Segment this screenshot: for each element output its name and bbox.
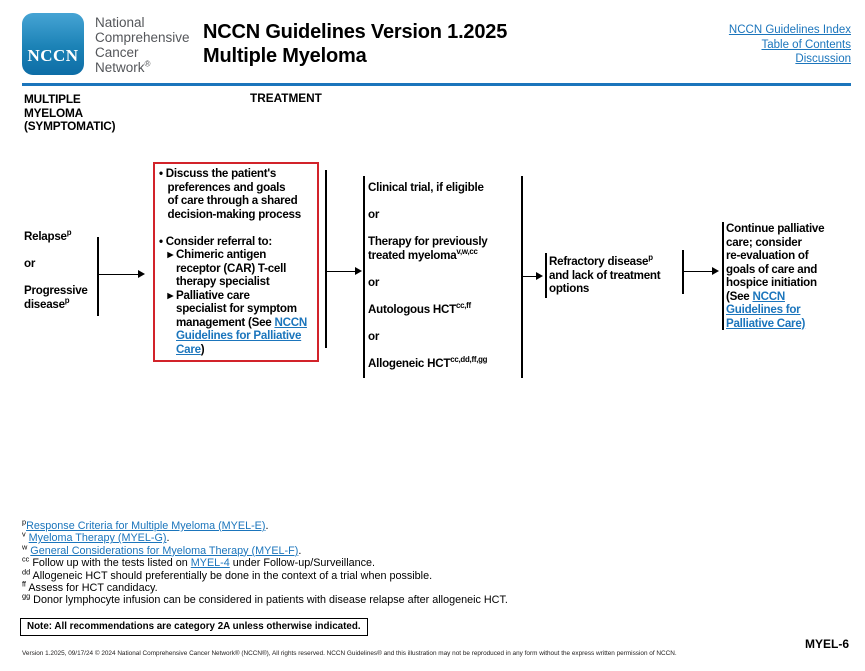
text-line — [726, 276, 824, 290]
arrow-shaft — [97, 274, 140, 276]
text-segment: ▸ Chimeric antigen — [167, 248, 267, 261]
inline-link[interactable]: Myeloma Therapy (MYEL-G) — [28, 532, 167, 545]
connector-vline — [363, 176, 365, 378]
text-line — [726, 290, 824, 304]
text-segment: Continue palliative — [726, 222, 825, 235]
text-segment: National — [95, 15, 145, 30]
text-line — [726, 236, 824, 250]
text-line — [368, 208, 488, 222]
footnote-marker: p — [648, 253, 653, 263]
text-segment: MYELOMA — [24, 105, 83, 120]
footnote-marker: p — [64, 295, 70, 305]
text-segment: or — [368, 208, 380, 221]
header-divider — [22, 83, 851, 86]
text-line — [95, 30, 190, 45]
footnote-marker: dd — [22, 567, 31, 577]
text-line — [159, 302, 315, 316]
text-segment: hospice initiation — [726, 276, 817, 289]
text-line — [368, 316, 488, 330]
text-segment: Allogeneic HCT — [368, 356, 451, 370]
inline-link[interactable]: NCCN — [752, 289, 785, 303]
header-nav — [729, 23, 851, 67]
inline-link[interactable]: Care — [176, 342, 201, 356]
footnote-marker: ff — [22, 579, 26, 589]
text-line — [24, 271, 88, 285]
inline-link[interactable]: Guidelines for Palliative — [176, 329, 302, 342]
text-segment: • Discuss the patient's — [159, 167, 277, 180]
text-segment: under Follow-up/Surveillance. — [229, 557, 376, 570]
page-id: MYEL-6 — [804, 637, 849, 651]
inline-link[interactable]: Guidelines for — [726, 303, 801, 316]
text-line — [368, 222, 488, 236]
text-line — [24, 120, 115, 134]
inline-link[interactable]: MYEL-4 — [190, 557, 230, 570]
arrow-head-icon — [712, 267, 719, 275]
text-segment: re-evaluation of — [726, 249, 809, 262]
text-line — [726, 303, 824, 317]
connector-vline — [545, 253, 547, 298]
text-segment: Progressive — [24, 284, 88, 297]
text-segment: ▸ Palliative care — [167, 288, 250, 302]
footnote-marker: p — [66, 228, 72, 238]
text-line — [368, 246, 488, 263]
text-line — [368, 276, 488, 290]
treatment-options-node — [368, 181, 488, 370]
arrow-shaft — [326, 271, 357, 273]
text-line — [726, 317, 824, 331]
text-line — [22, 567, 508, 582]
text-line — [22, 579, 508, 595]
relapse-node — [24, 230, 88, 311]
connector-vline — [325, 170, 327, 348]
text-line — [22, 542, 508, 557]
text-line — [549, 269, 660, 283]
text-segment: (See — [726, 289, 753, 303]
footnote-marker: gg — [22, 591, 31, 601]
page-title-line1: NCCN Guidelines Version 1.2025 — [203, 21, 508, 43]
text-segment: . — [265, 520, 269, 532]
text-segment: ) — [200, 342, 205, 356]
note-text: Note: All recommendations are category 2A unless otherwise indicated. — [27, 621, 361, 632]
note-box — [20, 618, 368, 636]
text-line — [159, 235, 315, 249]
text-segment: Clinical trial, if eligible — [368, 181, 484, 194]
inline-link[interactable]: NCCN — [274, 315, 307, 329]
flow-arrow — [522, 272, 543, 281]
nav-link-discussion[interactable]: Discussion — [795, 53, 851, 66]
copyright-text: Version 1.2025, 09/17/24 © 2024 National Comprehensive Cancer Network® (NCCN®), All rights reserved. NCCN Guidelines® and this illustration may not be reproduced in any form without the express written permission of NCCN. — [22, 650, 677, 657]
nccn-logo-text: NCCN — [27, 46, 79, 65]
text-segment: or — [368, 329, 380, 343]
nav-link-guidelines-index[interactable]: NCCN Guidelines Index — [728, 24, 851, 36]
text-segment: options — [549, 282, 590, 295]
nav-link-table-of-contents[interactable]: Table of Contents — [761, 38, 851, 51]
text-segment: Refractory disease — [549, 255, 649, 268]
text-line — [159, 316, 315, 330]
text-segment: Donor lymphocyte infusion can be considered in patients with disease relapse after allogeneic HCT. — [30, 594, 508, 607]
arrow-head-icon — [138, 270, 145, 278]
text-line — [726, 263, 824, 277]
text-line — [368, 354, 488, 371]
text-line — [24, 284, 88, 298]
footnote-marker: p — [22, 517, 27, 527]
text-segment: Relapse — [24, 230, 67, 243]
text-line — [159, 343, 315, 357]
text-line — [24, 107, 115, 121]
text-line — [368, 300, 488, 317]
footnote-marker: cc — [22, 554, 30, 564]
text-segment: goals of care and — [726, 262, 818, 276]
text-line — [159, 289, 315, 303]
text-segment: receptor (CAR) T-cell — [176, 261, 287, 275]
footnotes — [22, 517, 508, 607]
text-segment: treated myeloma — [368, 248, 457, 262]
inline-link[interactable]: Palliative Care) — [726, 316, 806, 330]
footnote-marker: v,w,cc — [456, 246, 478, 256]
disease-label — [24, 93, 115, 134]
text-segment: Therapy for previously — [368, 235, 488, 248]
text-segment: . — [166, 532, 170, 545]
text-line — [24, 295, 88, 312]
text-segment: of care through a shared — [167, 194, 298, 207]
text-segment: Cancer — [95, 45, 139, 60]
text-line — [159, 167, 315, 181]
text-line — [368, 181, 488, 195]
footnote-marker: v — [22, 529, 26, 539]
footnote-marker: cc,dd,ff,gg — [450, 354, 488, 364]
text-segment: care; consider — [726, 235, 802, 249]
footnote-marker: w — [22, 542, 28, 552]
text-segment: MULTIPLE — [24, 92, 81, 106]
text-line — [24, 230, 88, 244]
text-segment: or — [368, 275, 380, 289]
text-segment: • Consider referral to: — [159, 234, 272, 248]
nccn-logo — [22, 13, 84, 75]
text-segment: decision-making process — [167, 207, 301, 221]
text-segment: Follow up with the tests listed on — [29, 557, 191, 570]
text-segment: Comprehensive — [95, 30, 190, 45]
text-segment: . — [298, 544, 302, 557]
text-line — [159, 194, 315, 208]
page-title-line2: Multiple Myeloma — [203, 45, 367, 67]
inline-link[interactable]: General Considerations for Myeloma Therapy (MYEL-F) — [30, 544, 299, 557]
text-line — [22, 529, 508, 545]
text-segment: disease — [24, 297, 65, 311]
text-segment: Assess for HCT candidacy. — [25, 582, 158, 595]
connector-vline — [722, 222, 724, 330]
text-line — [95, 45, 190, 60]
text-segment: preferences and goals — [167, 180, 286, 194]
text-segment: Network — [95, 60, 145, 75]
flow-arrow — [326, 267, 362, 276]
text-line — [159, 275, 315, 289]
palliative-node — [726, 222, 824, 330]
org-name — [95, 15, 190, 75]
text-line — [24, 244, 88, 258]
text-line — [22, 591, 508, 607]
footnote-marker: ® — [144, 59, 151, 69]
text-line — [22, 554, 508, 570]
text-segment: Allogeneic HCT should preferentially be done in the context of a trial when possible. — [30, 569, 433, 582]
text-line — [549, 255, 660, 269]
text-line — [368, 330, 488, 344]
inline-link[interactable]: Response Criteria for Multiple Myeloma (MYEL-E) — [26, 520, 266, 532]
text-line — [95, 60, 190, 75]
text-line — [159, 262, 315, 276]
text-line — [726, 222, 824, 236]
text-line — [24, 257, 88, 271]
text-segment: or — [24, 257, 36, 270]
arrow-head-icon — [536, 272, 543, 280]
text-segment: (SYMPTOMATIC) — [24, 119, 116, 134]
text-line — [159, 248, 315, 262]
arrow-head-icon — [355, 267, 362, 275]
flow-arrow — [97, 270, 145, 279]
text-segment: specialist for symptom — [176, 302, 297, 315]
text-segment: therapy specialist — [176, 275, 270, 288]
text-segment: and lack of treatment — [549, 268, 661, 282]
text-line — [159, 221, 315, 235]
flow-arrow — [683, 267, 719, 276]
text-segment: management (See — [176, 315, 275, 329]
treatment-column-header: TREATMENT — [250, 91, 322, 105]
text-line — [95, 15, 190, 30]
refractory-node — [549, 255, 660, 296]
arrow-shaft — [683, 271, 714, 273]
text-line — [159, 181, 315, 195]
text-line — [368, 262, 488, 276]
text-line — [549, 282, 660, 296]
text-line — [159, 208, 315, 222]
text-segment: Autologous HCT — [368, 302, 456, 316]
page-title — [203, 20, 507, 68]
text-line — [24, 93, 115, 107]
footnote-marker: cc,ff — [455, 300, 471, 310]
shared-decision-box — [153, 162, 319, 362]
text-line — [159, 329, 315, 343]
text-line — [726, 249, 824, 263]
text-line — [368, 195, 488, 209]
text-line — [22, 517, 508, 532]
